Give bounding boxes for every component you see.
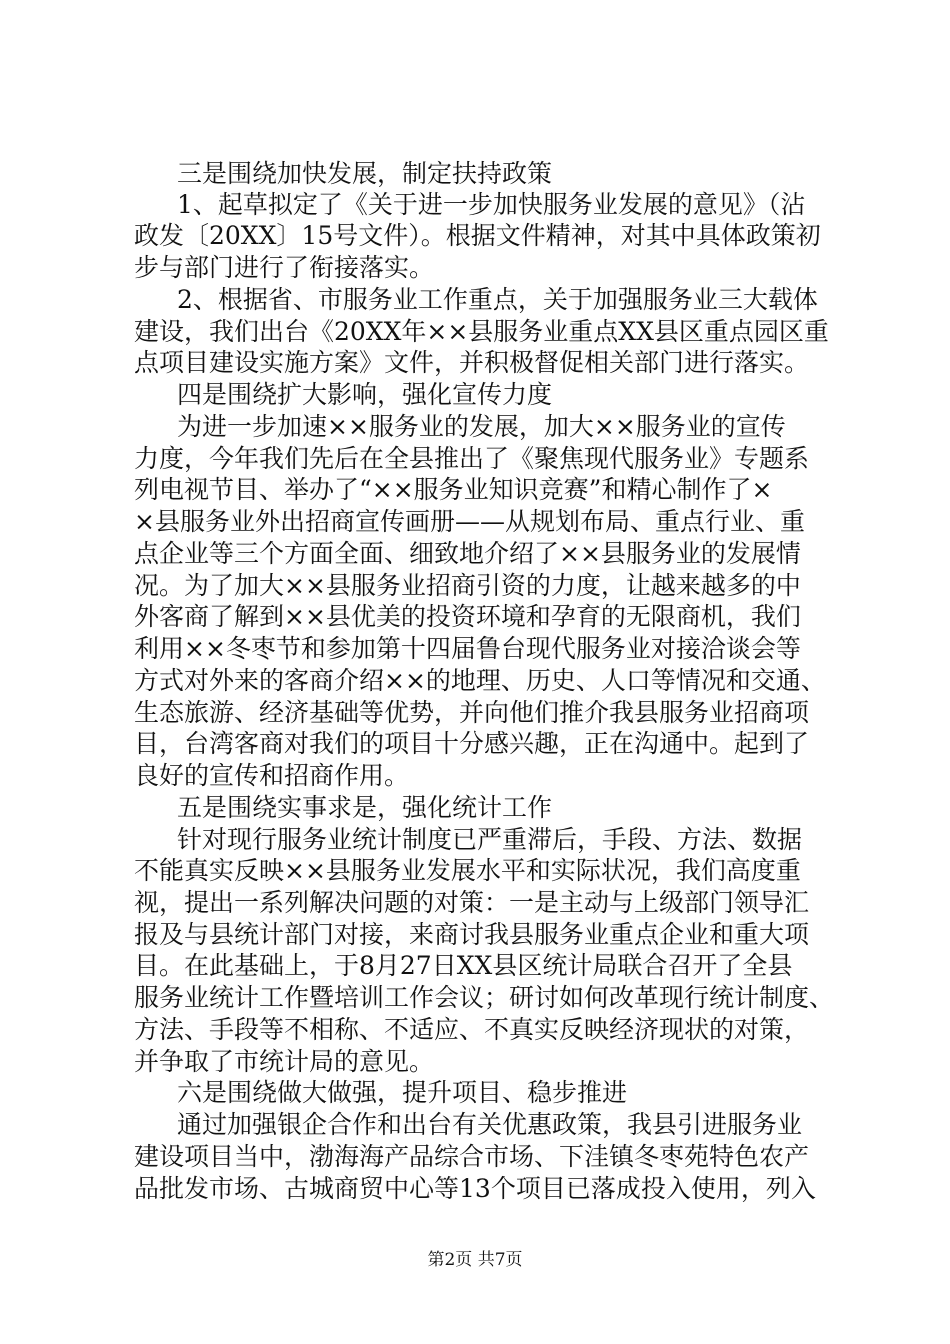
text-line: 列电视节目、举办了“××服务业知识竞赛”和精心制作了× (134, 475, 773, 504)
text-line: 1、起草拟定了《关于进一步加快服务业发展的意见》（沾 (177, 190, 806, 219)
text-line: 良好的宣传和招商作用。 (134, 761, 410, 790)
text-line: 力度，今年我们先后在全县推出了《聚焦现代服务业》专题系 (134, 444, 810, 473)
text-line: 并争取了市统计局的意见。 (134, 1047, 435, 1076)
text-line: 不能真实反映××县服务业发展水平和实际状况，我们高度重 (134, 856, 801, 885)
text-line: 报及与县统计部门对接，来商讨我县服务业重点企业和重大项 (134, 920, 810, 949)
text-line: 2、根据省、市服务业工作重点，关于加强服务业三大载体 (177, 285, 818, 314)
text-line: 三是围绕加快发展，制定扶持政策 (177, 159, 553, 188)
text-line: 点企业等三个方面全面、细致地介绍了××县服务业的发展情 (134, 539, 801, 568)
page-footer: 第2页 共7页 (427, 1250, 523, 1270)
text-line: 生态旅游、经济基础等优势，并向他们推介我县服务业招商项 (134, 698, 810, 727)
text-line: 目，台湾客商对我们的项目十分感兴趣，正在沟通中。起到了 (134, 729, 810, 758)
text-line: 目。在此基础上，于8月27日XX县区统计局联合召开了全县 (134, 951, 793, 980)
text-line: 针对现行服务业统计制度已严重滞后，手段、方法、数据 (177, 825, 803, 854)
text-line: 通过加强银企合作和出台有关优惠政策，我县引进服务业 (177, 1110, 803, 1139)
text-line: 建设，我们出台《20XX年××县服务业重点XX县区重点园区重 (134, 317, 829, 346)
text-line: 方式对外来的客商介绍××的地理、历史、人口等情况和交通、 (134, 666, 826, 695)
text-line: 为进一步加速××服务业的发展，加大××服务业的宣传 (177, 412, 786, 441)
text-line: 政发〔20XX〕15号文件）。根据文件精神，对其中具体政策初 (134, 221, 821, 250)
text-line: 况。为了加大××县服务业招商引资的力度，让越来越多的中 (134, 571, 801, 600)
text-line: 视，提出一系列解决问题的对策：一是主动与上级部门领导汇 (134, 888, 810, 917)
text-line: 建设项目当中，渤海海产品综合市场、下洼镇冬枣苑特色农产 (134, 1142, 810, 1171)
text-line: 外客商了解到××县优美的投资环境和孕育的无限商机，我们 (134, 602, 801, 631)
text-line: 点项目建设实施方案》文件，并积极督促相关部门进行落实。 (134, 348, 810, 377)
text-line: ×县服务业外出招商宣传画册——从规划布局、重点行业、重 (134, 507, 805, 536)
text-line: 利用××冬枣节和参加第十四届鲁台现代服务业对接洽谈会等 (134, 634, 801, 663)
text-line: 服务业统计工作暨培训工作会议；研讨如何改革现行统计制度、 (134, 983, 835, 1012)
text-line: 品批发市场、古城商贸中心等13个项目已落成投入使用，列入 (134, 1174, 816, 1203)
text-line: 步与部门进行了衔接落实。 (134, 253, 435, 282)
text-line: 五是围绕实事求是，强化统计工作 (177, 793, 553, 822)
text-line: 方法、手段等不相称、不适应、不真实反映经济现状的对策， (134, 1015, 810, 1044)
text-line: 六是围绕做大做强，提升项目、稳步推进 (177, 1078, 628, 1107)
text-line: 四是围绕扩大影响，强化宣传力度 (177, 380, 553, 409)
